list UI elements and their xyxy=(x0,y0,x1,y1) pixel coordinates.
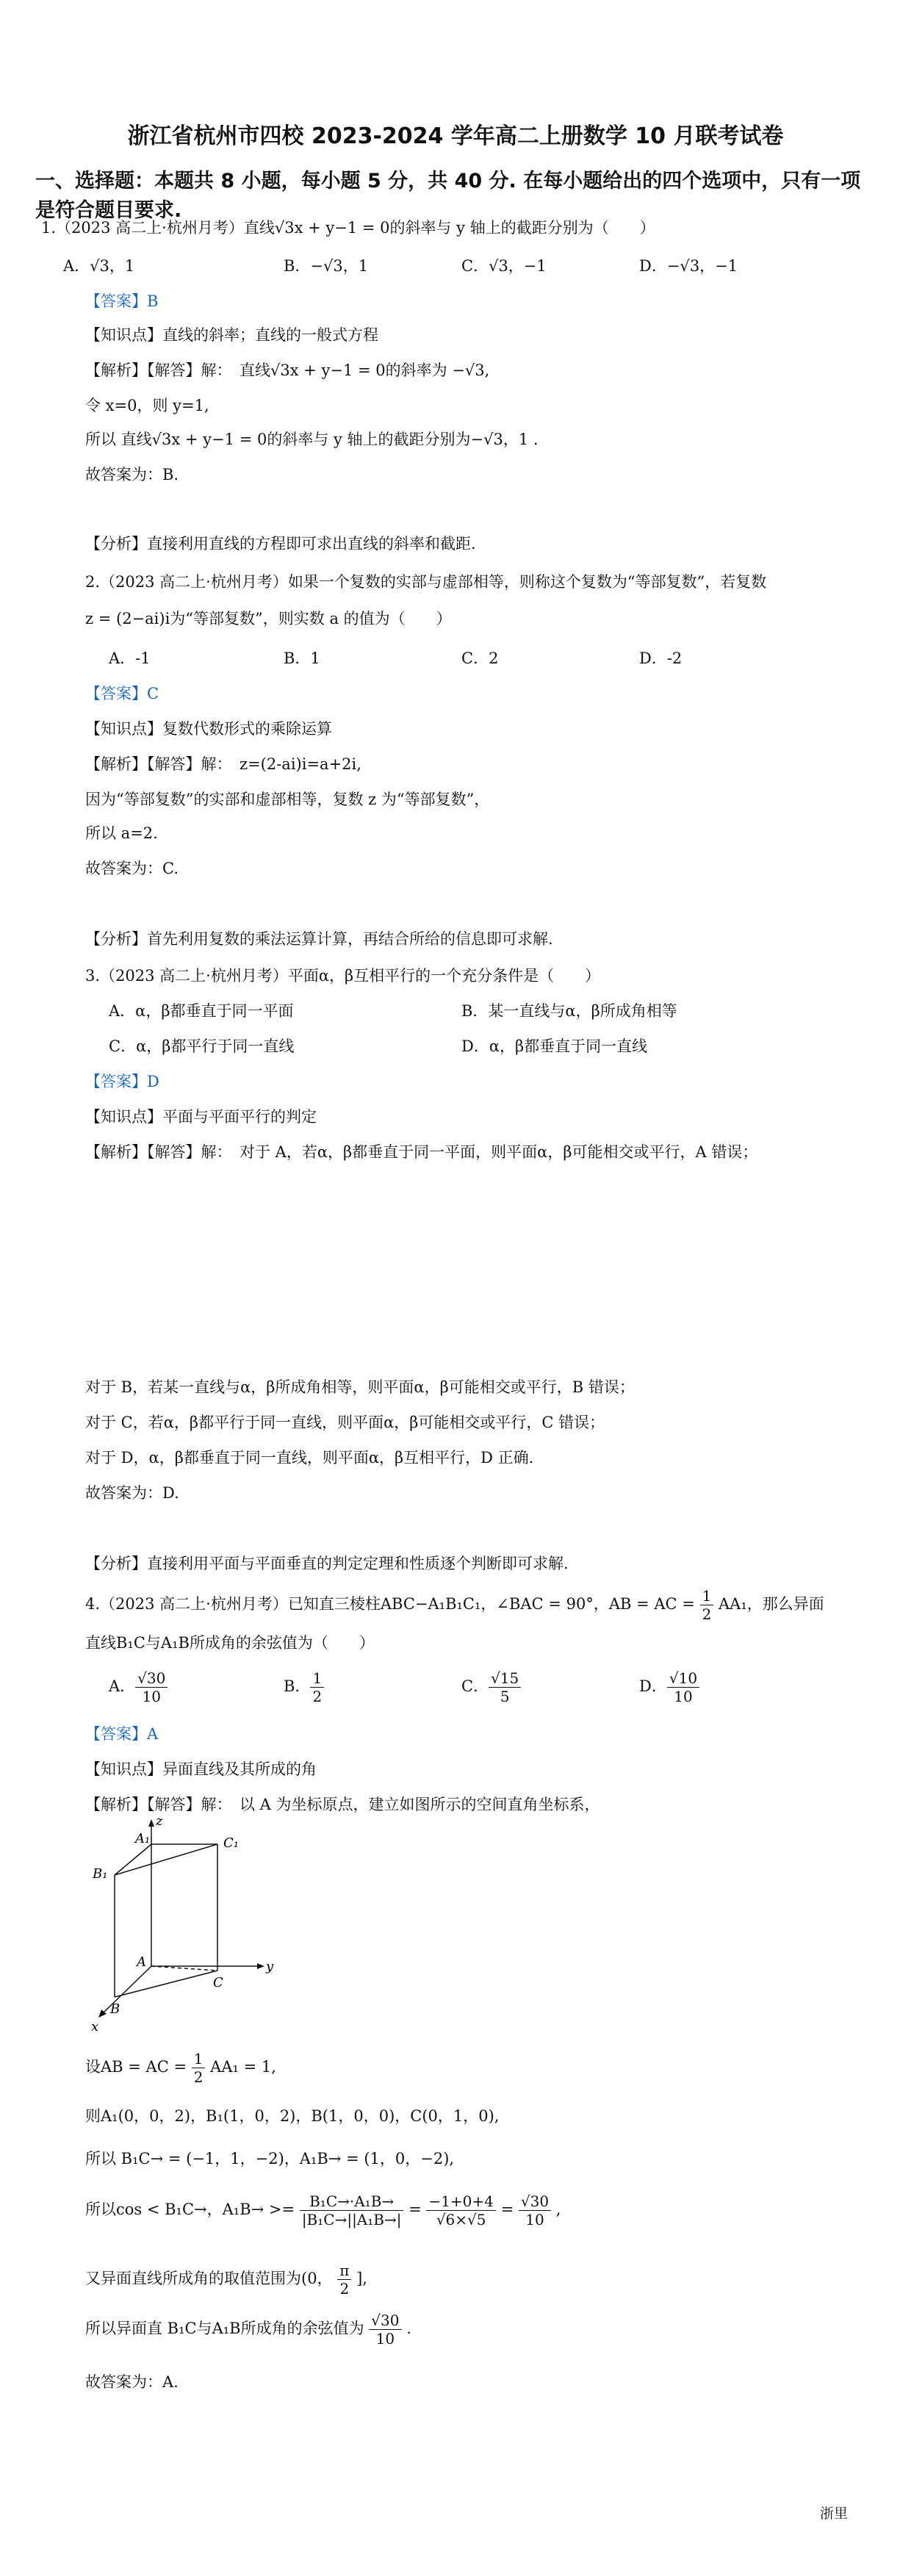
q4-analysis: 【解析】【解答】解： 以 A 为坐标原点，建立如图所示的空间直角坐标系， xyxy=(85,1796,600,1813)
edge-BC xyxy=(115,1971,217,1997)
q4-step5-frac-den: 2 xyxy=(339,2280,350,2298)
q4-step3: 所以 B₁C→ = (−1，1，−2)，A₁B→ = (1，0，−2), xyxy=(85,2150,455,2167)
q4-knowledge: 【知识点】异面直线及其所成的角 xyxy=(85,1760,317,1778)
q1-option-b: B．−√3，1 xyxy=(284,257,369,275)
q4-step6-tail: . xyxy=(406,2320,411,2337)
q4-step6 xyxy=(85,2311,411,2347)
q4-stem-text-tail: AA₁，那么异面 xyxy=(719,1595,824,1613)
q4-step5-tail: ], xyxy=(356,2270,367,2287)
q3-stem: 3.（2023 高二上·杭州月考）平面α，β互相平行的一个充分条件是（ ） xyxy=(85,967,601,985)
q4-step6-text: 所以异面直 B₁C与A₁B所成角的余弦值为 xyxy=(85,2320,364,2337)
y-axis-arrow xyxy=(257,1963,264,1969)
q3-line5: 故答案为：D. xyxy=(85,1484,179,1502)
q3-line4: 对于 D，α，β都垂直于同一直线，则平面α，β互相平行，D 正确. xyxy=(85,1449,534,1467)
q3-option-b: B．某一直线与α，β所成角相等 xyxy=(461,1002,677,1020)
prism-coordinate-figure xyxy=(88,1815,279,2035)
z-axis-arrow xyxy=(148,1819,154,1827)
q4-option-c-num: √15 xyxy=(489,1669,521,1688)
page-title: 浙江省杭州市四校 2023-2024 学年高二上册数学 10 月联考试卷 xyxy=(127,123,784,149)
q3-option-c: C．α，β都平行于同一直线 xyxy=(109,1037,295,1055)
label-C: C xyxy=(213,1975,223,1990)
q1-knowledge: 【知识点】直线的斜率；直线的一般式方程 xyxy=(85,326,378,344)
page-footer: 浙里 xyxy=(819,2505,848,2522)
section-heading: 一、选择题：本题共 8 小题，每小题 5 分，共 40 分. 在每小题给出的四个选项中，只有一项 xyxy=(35,170,861,193)
label-B1: B₁ xyxy=(93,1866,108,1882)
q1-line3: 所以 直线√3x + y−1 = 0的斜率与 y 轴上的截距分别为−√3，1 . xyxy=(85,431,539,448)
q4-option-b-den: 2 xyxy=(312,1688,323,1705)
q4-option-c xyxy=(461,1669,521,1705)
q2-answer: 【答案】C xyxy=(85,685,159,702)
edge-AC xyxy=(151,1966,217,1971)
q2-stem: 2.（2023 高二上·杭州月考）如果一个复数的实部与虚部相等，则称这个复数为“等部复数”，若复数 xyxy=(85,573,767,591)
q3-line2: 对于 B，若某一直线与α，β所成角相等，则平面α，β可能相交或平行，B 错误； xyxy=(85,1378,635,1396)
q4-step4-frac2-num: −1+0+4 xyxy=(426,2192,495,2211)
q4-step2: 则A₁(0，0，2)，B₁(1，0，2)，B(1，0，0)，C(0，1，0), xyxy=(85,2107,500,2125)
label-C1: C₁ xyxy=(223,1835,239,1851)
q2-remark: 【分析】首先利用复数的乘法运算计算，再结合所给的信息即可求解. xyxy=(85,930,553,948)
q4-option-c-den: 5 xyxy=(500,1688,510,1705)
q3-knowledge: 【知识点】平面与平面平行的判定 xyxy=(85,1108,317,1126)
q3-answer: 【答案】D xyxy=(85,1073,159,1090)
q4-option-a-num: √30 xyxy=(135,1669,168,1688)
q4-step5-text: 又异面直线所成角的取值范围为(0， xyxy=(85,2270,333,2287)
q2-option-c: C．2 xyxy=(461,650,499,667)
q4-step4-frac1-num: B₁C→·A₁B→ xyxy=(300,2192,404,2211)
q4-stem-frac-num: 1 xyxy=(700,1587,714,1605)
q1-answer: 【答案】B xyxy=(85,292,159,310)
q1-option-d: D．−√3，−1 xyxy=(639,257,738,275)
label-x: x xyxy=(91,2019,99,2034)
q4-option-d-num: √10 xyxy=(667,1669,699,1688)
label-z: z xyxy=(156,1815,163,1829)
q4-option-c-label: C． xyxy=(461,1677,489,1695)
q1-line2: 令 x=0，则 y=1, xyxy=(85,397,209,414)
q4-step6-frac-den: 10 xyxy=(375,2330,395,2347)
q4-option-a xyxy=(109,1669,168,1705)
q1-analysis: 【解析】【解答】解： 直线√3x + y−1 = 0的斜率为 −√3, xyxy=(85,361,490,379)
q2-option-b: B．1 xyxy=(284,650,320,667)
q3-line3: 对于 C，若α，β都平行于同一直线，则平面α，β可能相交或平行，C 错误； xyxy=(85,1414,605,1431)
q4-step1-frac-num: 1 xyxy=(192,2050,206,2068)
q4-option-b-label: B． xyxy=(284,1677,311,1695)
q2-line4: 故答案为：C. xyxy=(85,860,179,877)
q4-step4-frac2-den: √6×√5 xyxy=(436,2211,486,2228)
q4-step4-frac3-num: √30 xyxy=(519,2192,551,2211)
q4-stem xyxy=(85,1587,824,1623)
edge-B1A1 xyxy=(115,1844,151,1875)
section-heading-cont: 是符合题目要求. xyxy=(35,199,182,222)
q2-line3: 所以 a=2. xyxy=(85,824,158,842)
q4-option-b xyxy=(284,1669,324,1705)
q4-stem-cont: 直线B₁C与A₁B所成角的余弦值为（ ） xyxy=(85,1634,375,1652)
label-y: y xyxy=(266,1959,274,1974)
q4-option-a-label: A． xyxy=(109,1677,136,1695)
q2-knowledge: 【知识点】复数代数形式的乘除运算 xyxy=(85,720,332,738)
q3-remark: 【分析】直接利用平面与平面垂直的判定定理和性质逐个判断即可求解. xyxy=(85,1555,569,1572)
q1-stem: 1.（2023 高二上·杭州月考）直线√3x + y−1 = 0的斜率与 y 轴上的截距分别为（ ） xyxy=(41,219,655,237)
q2-option-a: A．-1 xyxy=(109,650,151,667)
q3-analysis: 【解析】【解答】解： 对于 A，若α，β都垂直于同一平面，则平面α，β可能相交或平行，A 错误； xyxy=(85,1143,758,1161)
q4-step6-frac-num: √30 xyxy=(369,2311,401,2330)
q4-step1-text: 设AB = AC = xyxy=(85,2058,187,2076)
q4-answer: 【答案】A xyxy=(85,1725,159,1743)
q4-stem-text: 4.（2023 高二上·杭州月考）已知直三棱柱ABC−A₁B₁C₁，∠BAC = 90°，AB = AC = xyxy=(85,1595,695,1613)
q4-step5-frac-num: π xyxy=(337,2262,351,2280)
q3-option-d: D．α，β都垂直于同一直线 xyxy=(461,1037,648,1055)
q4-step4-frac3-den: 10 xyxy=(525,2211,544,2228)
q2-line2: 因为“等部复数”的实部和虚部相等，复数 z 为“等部复数”， xyxy=(85,791,490,808)
q4-step5 xyxy=(85,2262,367,2298)
q4-step1 xyxy=(85,2050,276,2086)
q4-step1-frac-den: 2 xyxy=(193,2068,204,2086)
q1-remark: 【分析】直接利用直线的方程即可求出直线的斜率和截距. xyxy=(85,535,476,553)
q2-stem-cont: z = (2−ai)i为“等部复数”，则实数 a 的值为（ ） xyxy=(85,610,452,627)
label-B: B xyxy=(110,2001,120,2017)
q4-option-d-den: 10 xyxy=(674,1688,693,1705)
q4-stem-fraction xyxy=(700,1587,714,1623)
q1-option-a: A．√3，1 xyxy=(63,257,135,275)
label-A: A xyxy=(137,1954,146,1970)
q2-option-d: D．-2 xyxy=(639,650,683,667)
label-A1: A₁ xyxy=(135,1831,151,1846)
q1-line4: 故答案为：B. xyxy=(85,466,179,483)
q4-option-a-den: 10 xyxy=(142,1688,161,1705)
q3-option-a: A．α，β都垂直于同一平面 xyxy=(109,1002,294,1020)
q1-option-c: C．√3，−1 xyxy=(461,257,547,275)
q4-step4-frac1-den: |B₁C→||A₁B→| xyxy=(301,2211,402,2228)
q2-analysis: 【解析】【解答】解： z=(2-ai)i=a+2i, xyxy=(85,755,361,773)
q4-step4-text: 所以cos < B₁C→，A₁B→ >= xyxy=(85,2201,295,2218)
q4-option-d-label: D． xyxy=(639,1677,667,1695)
q4-option-d xyxy=(639,1669,699,1705)
edge-B1C1 xyxy=(115,1844,217,1875)
q4-step4: 所以cos < B₁C→，A₁B→ >= $\frac{\text{B₁C→·A₁B→}}{\text{|B₁C→||A₁B→|}}$ = $\frac{-1+0+4}{√6\times√5}$ = $\frac{√30}{10}$ , xyxy=(85,2192,561,2228)
q4-stem-frac-den: 2 xyxy=(702,1605,712,1623)
q4-step1-tail: AA₁ = 1, xyxy=(210,2058,276,2076)
q4-option-b-num: 1 xyxy=(310,1669,324,1688)
q4-step7: 故答案为：A. xyxy=(85,2373,179,2391)
